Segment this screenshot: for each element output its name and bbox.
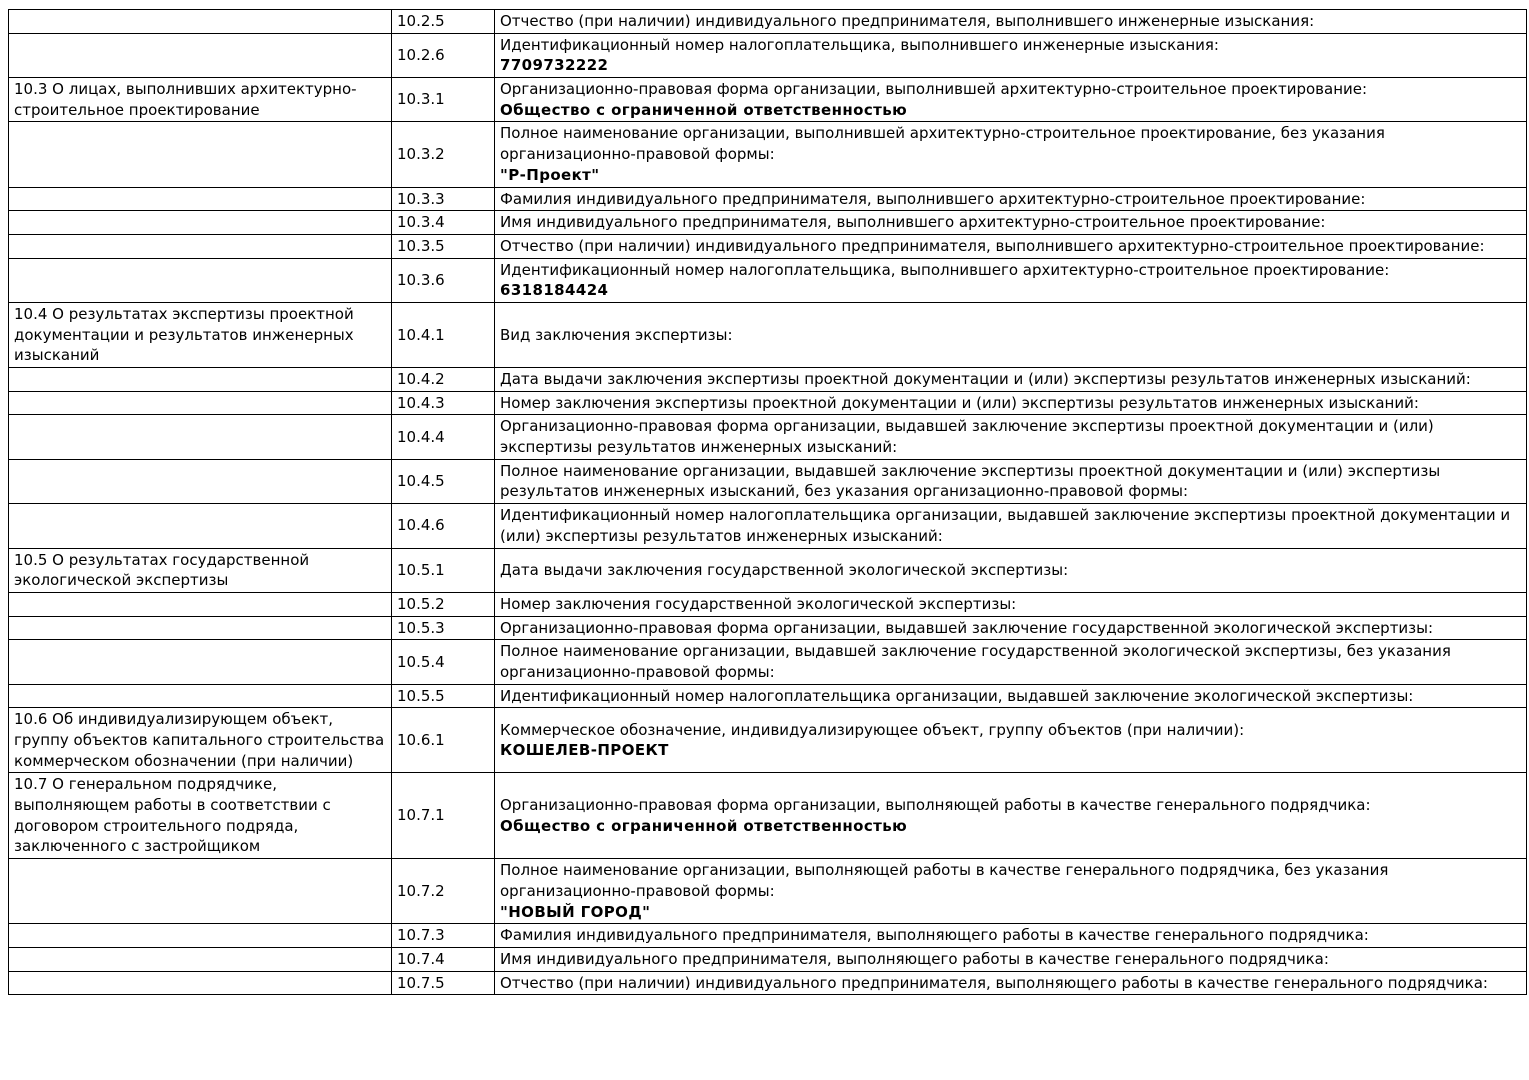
item-number: 10.7.1 bbox=[392, 773, 495, 859]
section-cell bbox=[9, 415, 392, 459]
table-row bbox=[9, 924, 1527, 948]
item-number: 10.7.2 bbox=[392, 859, 495, 924]
item-label: Полное наименование организации, выдавшей заключение государственной экологической экспертизы, без указания организационно-правовой формы: bbox=[500, 642, 1451, 681]
item-content-cell bbox=[495, 415, 1527, 459]
table-row bbox=[9, 302, 1527, 367]
item-content-cell bbox=[495, 234, 1527, 258]
item-label: Номер заключения экспертизы проектной документации и (или) экспертизы результатов инженерных изысканий: bbox=[500, 393, 1419, 412]
item-number: 10.7.5 bbox=[392, 971, 495, 995]
item-number: 10.3.4 bbox=[392, 211, 495, 235]
section-cell bbox=[9, 391, 392, 415]
table-row bbox=[9, 708, 1527, 773]
table-row bbox=[9, 548, 1527, 592]
table-row bbox=[9, 368, 1527, 392]
item-content-cell bbox=[495, 302, 1527, 367]
item-value: "Р-Проект" bbox=[500, 165, 600, 184]
item-label: Полное наименование организации, выполняющей работы в качестве генерального подрядчика, без указания организационно-правовой формы: bbox=[500, 861, 1389, 900]
table-row bbox=[9, 187, 1527, 211]
section-cell bbox=[9, 258, 392, 302]
item-content-cell bbox=[495, 391, 1527, 415]
table-row bbox=[9, 592, 1527, 616]
table-row bbox=[9, 773, 1527, 859]
item-number: 10.5.4 bbox=[392, 640, 495, 684]
table-row bbox=[9, 459, 1527, 503]
item-number: 10.3.3 bbox=[392, 187, 495, 211]
item-content-cell bbox=[495, 548, 1527, 592]
table-row bbox=[9, 33, 1527, 77]
item-label: Отчество (при наличии) индивидуального предпринимателя, выполнившего архитектурно-строительное проектирование: bbox=[500, 236, 1485, 255]
declaration-table-body bbox=[9, 10, 1527, 995]
item-number: 10.3.2 bbox=[392, 122, 495, 187]
item-number: 10.7.3 bbox=[392, 924, 495, 948]
item-content-cell bbox=[495, 10, 1527, 34]
item-content-cell bbox=[495, 504, 1527, 548]
item-label: Идентификационный номер налогоплательщика организации, выдавшей заключение экспертизы проектной документации и (или) экспертизы результатов инженерных изысканий: bbox=[500, 506, 1511, 545]
item-label: Вид заключения экспертизы: bbox=[500, 325, 733, 344]
table-row bbox=[9, 211, 1527, 235]
item-value: Общество с ограниченной ответственностью bbox=[500, 100, 908, 119]
section-cell bbox=[9, 859, 392, 924]
item-number: 10.4.6 bbox=[392, 504, 495, 548]
item-label: Организационно-правовая форма организации, выдавшей заключение государственной экологической экспертизы: bbox=[500, 618, 1434, 637]
item-number: 10.2.6 bbox=[392, 33, 495, 77]
item-label: Организационно-правовая форма организации, выдавшей заключение экспертизы проектной документации и (или) экспертизы результатов инженерных изысканий: bbox=[500, 417, 1434, 457]
section-cell bbox=[9, 592, 392, 616]
item-content-cell bbox=[495, 368, 1527, 392]
table-row bbox=[9, 504, 1527, 548]
item-label: Фамилия индивидуального предпринимателя, выполняющего работы в качестве генерального подрядчика: bbox=[500, 926, 1369, 945]
table-row bbox=[9, 415, 1527, 459]
table-row bbox=[9, 947, 1527, 971]
item-content-cell bbox=[495, 773, 1527, 859]
table-row bbox=[9, 234, 1527, 258]
table-row bbox=[9, 391, 1527, 415]
item-content-cell bbox=[495, 859, 1527, 924]
section-cell: 10.7 О генеральном подрядчике, выполняющем работы в соответствии с договором строительного подряда, заключенного с застройщиком bbox=[9, 773, 392, 859]
item-label: Имя индивидуального предпринимателя, выполнившего архитектурно-строительное проектирование: bbox=[500, 213, 1326, 232]
item-number: 10.3.5 bbox=[392, 234, 495, 258]
table-row bbox=[9, 10, 1527, 34]
item-label: Отчество (при наличии) индивидуального предпринимателя, выполнившего инженерные изыскания: bbox=[500, 12, 1315, 30]
section-cell: 10.3 О лицах, выполнивших архитектурно-строительное проектирование bbox=[9, 78, 392, 122]
item-number: 10.2.5 bbox=[392, 10, 495, 34]
item-content-cell bbox=[495, 924, 1527, 948]
item-value: Общество с ограниченной ответственностью bbox=[500, 816, 908, 835]
section-cell bbox=[9, 122, 392, 187]
item-label: Полное наименование организации, выполнившей архитектурно-строительное проектирование, без указания организационно-правовой формы: bbox=[500, 124, 1385, 164]
item-value: КОШЕЛЕВ-ПРОЕКТ bbox=[500, 741, 669, 760]
item-content-cell bbox=[495, 187, 1527, 211]
item-content-cell bbox=[495, 211, 1527, 235]
section-cell: 10.4 О результатах экспертизы проектной документации и результатов инженерных изысканий bbox=[9, 302, 392, 367]
item-number: 10.3.6 bbox=[392, 258, 495, 302]
item-content-cell bbox=[495, 459, 1527, 503]
item-number: 10.3.1 bbox=[392, 78, 495, 122]
item-number: 10.7.4 bbox=[392, 947, 495, 971]
section-cell bbox=[9, 616, 392, 640]
item-label: Дата выдачи заключения экспертизы проектной документации и (или) экспертизы результатов инженерных изысканий: bbox=[500, 370, 1471, 388]
item-number: 10.6.1 bbox=[392, 708, 495, 773]
section-cell bbox=[9, 33, 392, 77]
item-label: Отчество (при наличии) индивидуального предпринимателя, выполняющего работы в качестве генерального подрядчика: bbox=[500, 973, 1488, 992]
item-value: 7709732222 bbox=[500, 56, 609, 75]
section-cell bbox=[9, 684, 392, 708]
item-number: 10.4.3 bbox=[392, 391, 495, 415]
section-cell bbox=[9, 924, 392, 948]
declaration-table bbox=[8, 9, 1527, 995]
item-number: 10.5.5 bbox=[392, 684, 495, 708]
item-value: "НОВЫЙ ГОРОД" bbox=[500, 902, 651, 921]
table-row bbox=[9, 78, 1527, 122]
table-row bbox=[9, 971, 1527, 995]
item-content-cell bbox=[495, 640, 1527, 684]
item-number: 10.5.3 bbox=[392, 616, 495, 640]
item-content-cell bbox=[495, 708, 1527, 773]
section-cell bbox=[9, 10, 392, 34]
item-number: 10.4.4 bbox=[392, 415, 495, 459]
section-cell bbox=[9, 234, 392, 258]
item-content-cell bbox=[495, 122, 1527, 187]
section-cell bbox=[9, 504, 392, 548]
item-value: 6318184424 bbox=[500, 281, 609, 300]
item-content-cell bbox=[495, 592, 1527, 616]
item-content-cell bbox=[495, 971, 1527, 995]
item-content-cell bbox=[495, 33, 1527, 77]
item-content-cell bbox=[495, 258, 1527, 302]
table-row bbox=[9, 640, 1527, 684]
item-label: Идентификационный номер налогоплательщика, выполнившего архитектурно-строительное проектирование: bbox=[500, 260, 1390, 279]
item-label: Имя индивидуального предпринимателя, выполняющего работы в качестве генерального подрядчика: bbox=[500, 949, 1329, 968]
section-cell bbox=[9, 459, 392, 503]
section-cell: 10.6 Об индивидуализирующем объект, группу объектов капитального строительства коммерческом обозначении (при наличии) bbox=[9, 708, 392, 773]
item-label: Коммерческое обозначение, индивидуализирующее объект, группу объектов (при наличии): bbox=[500, 720, 1245, 739]
item-number: 10.4.1 bbox=[392, 302, 495, 367]
item-label: Фамилия индивидуального предпринимателя, выполнившего архитектурно-строительное проектирование: bbox=[500, 189, 1366, 208]
table-row bbox=[9, 258, 1527, 302]
item-label: Организационно-правовая форма организации, выполнившей архитектурно-строительное проектирование: bbox=[500, 80, 1368, 99]
item-content-cell bbox=[495, 78, 1527, 122]
item-content-cell bbox=[495, 684, 1527, 708]
section-cell bbox=[9, 187, 392, 211]
item-number: 10.4.2 bbox=[392, 368, 495, 392]
item-number: 10.5.2 bbox=[392, 592, 495, 616]
section-cell bbox=[9, 211, 392, 235]
table-row bbox=[9, 616, 1527, 640]
item-label: Дата выдачи заключения государственной экологической экспертизы: bbox=[500, 560, 1069, 579]
section-cell bbox=[9, 368, 392, 392]
section-cell bbox=[9, 947, 392, 971]
item-number: 10.4.5 bbox=[392, 459, 495, 503]
item-number: 10.5.1 bbox=[392, 548, 495, 592]
item-label: Номер заключения государственной экологической экспертизы: bbox=[500, 594, 1017, 613]
item-content-cell bbox=[495, 947, 1527, 971]
table-row bbox=[9, 122, 1527, 187]
table-row bbox=[9, 684, 1527, 708]
table-row bbox=[9, 859, 1527, 924]
item-label: Организационно-правовая форма организации, выполняющей работы в качестве генерального подрядчика: bbox=[500, 796, 1371, 815]
section-cell bbox=[9, 971, 392, 995]
document-page bbox=[8, 9, 1521, 995]
section-cell bbox=[9, 640, 392, 684]
section-cell: 10.5 О результатах государственной экологической экспертизы bbox=[9, 548, 392, 592]
item-label: Идентификационный номер налогоплательщика организации, выдавшей заключение экологической экспертизы: bbox=[500, 686, 1414, 705]
item-label: Идентификационный номер налогоплательщика, выполнившего инженерные изыскания: bbox=[500, 35, 1219, 54]
item-label: Полное наименование организации, выдавшей заключение экспертизы проектной документации и (или) экспертизы результатов инженерных изысканий, без указания организационно-правовой формы: bbox=[500, 461, 1441, 501]
item-content-cell bbox=[495, 616, 1527, 640]
